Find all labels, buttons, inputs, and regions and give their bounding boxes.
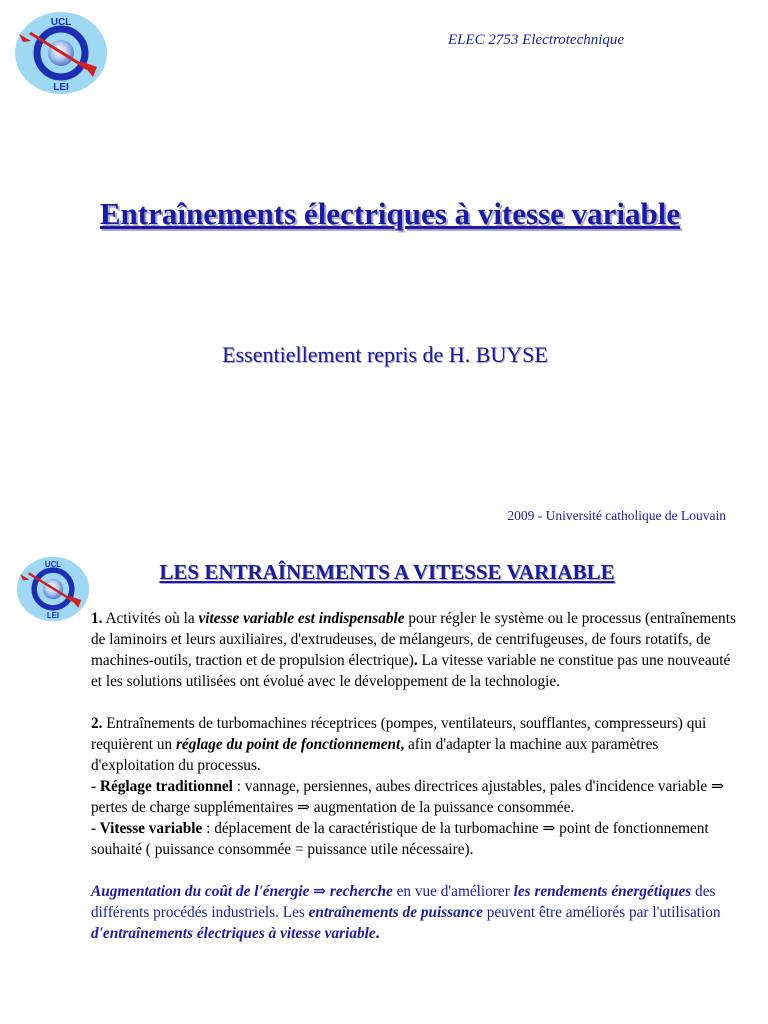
slide-body	[91, 608, 741, 944]
emphasis-text: réglage du point de fonctionnement	[175, 736, 401, 753]
text-run: pour régler le système ou le processus (entraînements de laminoirs et leurs auxiliaires, d'extrudeuses, de mélangeurs, de centrifugeuses, de fours rotatifs, de machines-outils, traction et de propulsion électrique)	[91, 610, 736, 669]
text-run: : vannage, persiennes, aubes directrices ajustables, pales d'incidence variable	[232, 778, 711, 795]
implies-arrow-icon: ⇒	[297, 799, 310, 816]
content-slide	[0, 540, 768, 1024]
course-code: ELEC 2753 Electrotechnique	[448, 32, 625, 48]
emphasis-text: les rendements énergétiques	[513, 883, 692, 900]
emphasis-text: Augmentation du coût de l'énergie	[91, 883, 314, 900]
ucl-lei-logo-icon	[14, 11, 108, 95]
bullet-label: - Vitesse variable	[91, 820, 203, 837]
paragraph-1	[91, 608, 741, 692]
item-number: 2.	[91, 715, 103, 732]
section-heading: LES ENTRAÎNEMENTS A VITESSE VARIABLE	[159, 560, 615, 584]
text-run: Activités où la	[102, 610, 199, 627]
item-number: 1.	[91, 610, 103, 627]
text-run: afin d'adapter la machine aux paramètres d'exploitation du processus.	[91, 736, 659, 774]
implies-arrow-icon: ⇒	[313, 883, 327, 900]
text-run: des différents procédés industriels. Les	[91, 883, 716, 921]
text-run: augmentation de la puissance consommée.	[309, 799, 575, 816]
logo-top-text: UCL	[50, 17, 72, 28]
text-run: point de fonctionnement souhaité ( puissance consommée = puissance utile nécessaire).	[91, 820, 709, 858]
emphasis-text: d'entraînements électriques à vitesse variable	[91, 925, 376, 942]
paragraph-3	[91, 776, 741, 818]
text-run: .	[375, 925, 380, 942]
logo-bottom-text: LEI	[53, 82, 69, 93]
implies-arrow-icon: ⇒	[710, 778, 724, 795]
text-run: : déplacement de la caractéristique de la turbomachine	[202, 820, 543, 837]
slide-footer: 2009 - Université catholique de Louvain	[507, 508, 726, 523]
paragraph-2	[91, 713, 741, 776]
slide-subtitle: Essentiellement repris de H. BUYSE	[222, 342, 548, 367]
logo-bottom-text: LEI	[46, 611, 60, 621]
text-run: peuvent être améliorés par l'utilisation	[482, 904, 721, 921]
slide-title: Entraînements électriques à vitesse variable	[99, 196, 681, 231]
logo-top-text: UCL	[44, 560, 62, 569]
paragraph-4	[91, 818, 741, 860]
emphasis-text: recherche	[326, 883, 393, 900]
bullet-label: - Réglage traditionnel	[91, 778, 233, 795]
text-run: ,	[400, 736, 405, 753]
text-run: La vitesse variable ne constitue pas une nouveauté et les solutions utilisées ont évolué avec le développement de la technologie.	[91, 652, 731, 690]
emphasis-text: entraînements de puissance	[308, 904, 483, 921]
text-run: en vue d'améliorer	[392, 883, 514, 900]
text-run: pertes de charge supplémentaires	[91, 799, 298, 816]
emphasis-text: vitesse variable est indispensable	[198, 610, 405, 627]
text-run: .	[413, 652, 418, 669]
text-run: Entraînements de turbomachines réceptrices (pompes, ventilateurs, soufflantes, compresseurs) qui requièrent un	[91, 715, 707, 753]
implies-arrow-icon: ⇒	[542, 820, 556, 837]
paragraph-5	[91, 881, 741, 944]
